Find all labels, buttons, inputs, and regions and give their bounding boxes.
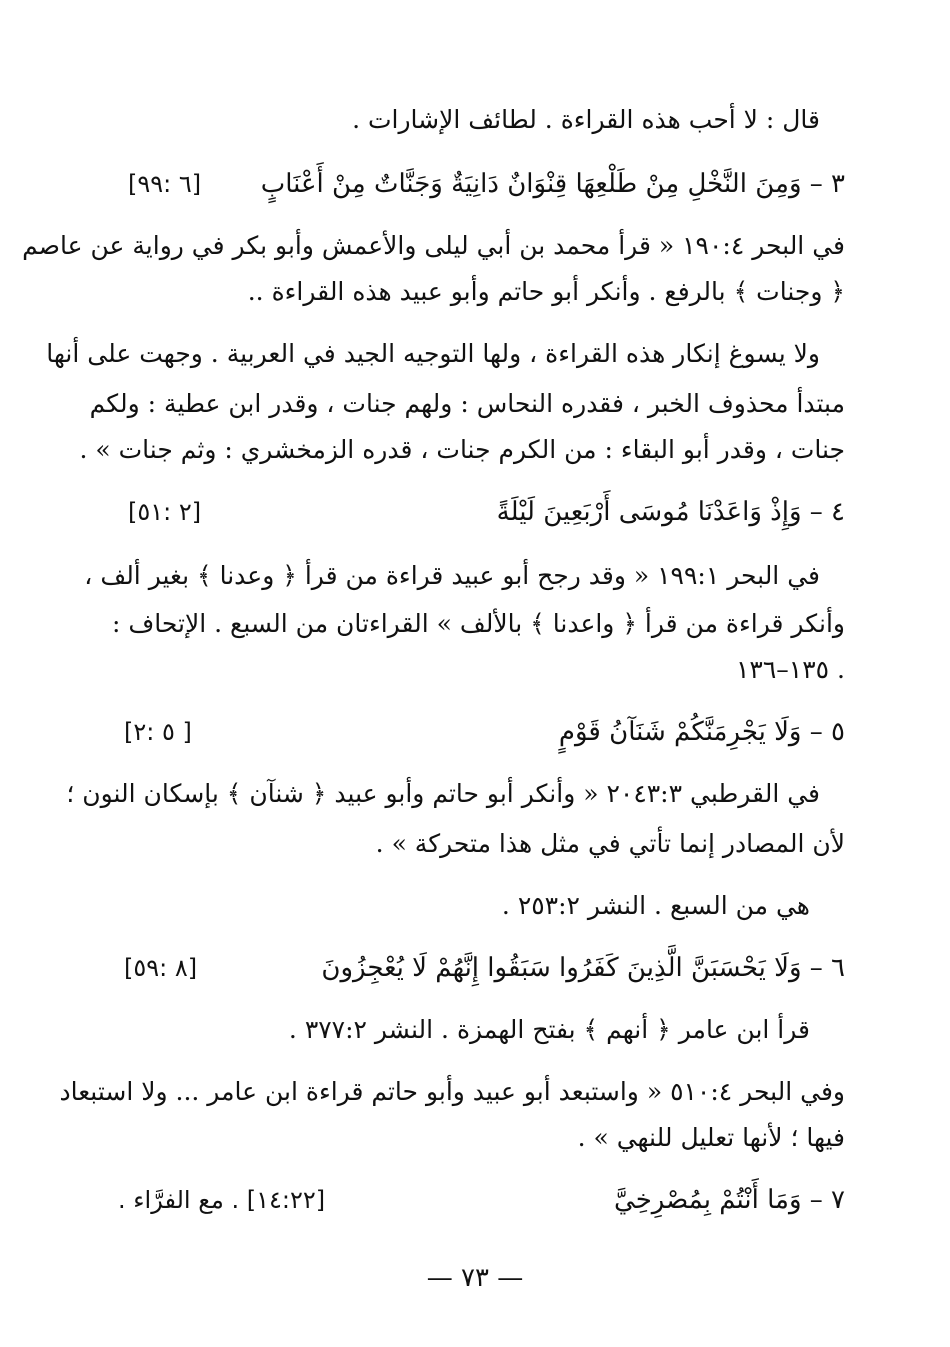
text-line: فيها ؛ لأنها تعليل للنهي » .: [577, 1123, 845, 1152]
text-line: وأنكر قراءة من قرأ ﴿ واعدنا ﴾ بالألف » القراءتان من السبع . الإتحاف :: [111, 609, 845, 638]
verse-line: ٦ – وَلَا يَحْسَبَنَّ الَّذِينَ كَفَرُوا سَبَقُوا إِنَّهُمْ لَا يُعْجِزُونَ: [321, 953, 845, 983]
verse-reference: [٢ :٥١]: [128, 498, 202, 526]
text-line: ﴿ وجنات ﴾ بالرفع . وأنكر أبو حاتم وأبو عبيد هذه القراءة ..: [247, 277, 845, 306]
verse-line: ٥ – وَلَا يَجْرِمَنَّكُمْ شَنَآنُ قَوْمٍ: [558, 717, 845, 747]
verse-line: ٤ – وَإِذْ وَاعَدْنَا مُوسَى أَرْبَعِينَ لَيْلَةً: [496, 497, 845, 527]
text-line: جنات ، وقدر أبو البقاء : من الكرم جنات ، قدره الزمخشري : وثم جنات » .: [79, 435, 845, 464]
verse-reference: [٨ :٥٩]: [124, 954, 198, 982]
text-line: لأن المصادر إنما تأتي في مثل هذا متحركة » .: [375, 829, 845, 858]
verse-reference: [١٤:٢٢] . مع الفرَّاء .: [118, 1186, 326, 1214]
text-line: وفي البحر ٥١٠:٤ « واستبعد أبو عبيد وأبو حاتم قراءة ابن عامر ... ولا استبعاد: [59, 1077, 845, 1106]
text-line: في البحر ١٩٩:١ « وقد رجح أبو عبيد قراءة من قرأ ﴿ وعدنا ﴾ بغير ألف ،: [84, 561, 820, 590]
text-line: مبتدأ محذوف الخبر ، فقدره النحاس : ولهم جنات ، وقدر ابن عطية : ولكم: [89, 389, 845, 418]
text-line: في البحر ١٩٠:٤ « قرأ محمد بن أبي ليلى والأعمش وأبو بكر في رواية عن عاصم: [22, 231, 845, 260]
verse-reference: [٥ :٢ ]: [124, 718, 192, 746]
verse-line: ٧ – وَمَا أَنْتُمْ بِمُصْرِخِيَّ: [614, 1185, 845, 1215]
verse-reference: [٦ :٩٩]: [128, 170, 202, 198]
text-line: ١٣٥–١٣٦ .: [736, 655, 845, 684]
text-line: قال : لا أحب هذه القراءة . لطائف الإشارات .: [352, 105, 820, 134]
page-number: — ٧٣ —: [426, 1263, 524, 1293]
verse-line: ٣ – وَمِنَ النَّخْلِ مِنْ طَلْعِهَا قِنْوَانٌ دَانِيَةٌ وَجَنَّاتٌ مِنْ أَعْنَابٍ: [260, 169, 845, 199]
text-line: في القرطبي ٢٠٤٣:٣ « وأنكر أبو حاتم وأبو عبيد ﴿ شنآن ﴾ بإسكان النون ؛: [66, 779, 820, 808]
text-line: قرأ ابن عامر ﴿ أنهم ﴾ بفتح الهمزة . النشر ٣٧٧:٢ .: [288, 1015, 810, 1044]
text-line: ولا يسوغ إنكار هذه القراءة ، ولها التوجيه الجيد في العربية . وجهت على أنها: [46, 339, 820, 368]
text-line: هي من السبع . النشر ٢٥٣:٢ .: [501, 891, 810, 920]
